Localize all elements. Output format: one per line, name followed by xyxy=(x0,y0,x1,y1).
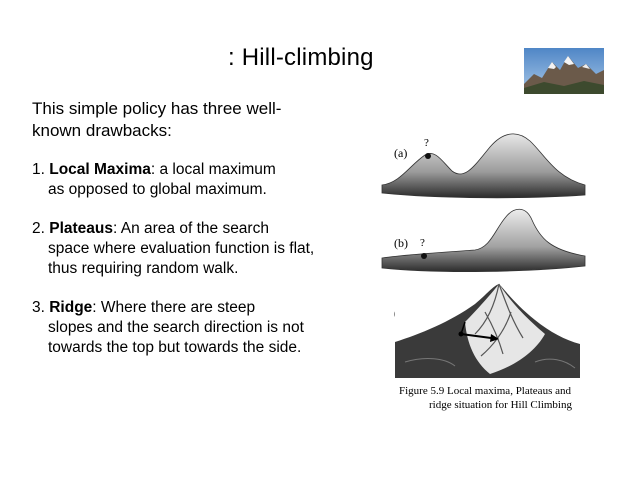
list-item-ridge xyxy=(32,298,322,358)
svg-text:?: ? xyxy=(420,237,425,249)
item-desc-cont: as opposed to global maximum. xyxy=(48,181,267,198)
local-maxima-illustration xyxy=(380,125,590,200)
plateau-illustration xyxy=(380,200,590,280)
svg-text:?: ? xyxy=(424,137,429,149)
item-number: 2. xyxy=(32,220,50,237)
item-desc: : a local maximum xyxy=(150,161,276,178)
item-number: 3. xyxy=(32,299,50,316)
item-desc: : An area of the search xyxy=(113,220,269,237)
intro-text: This simple policy has three well-known drawbacks: xyxy=(32,99,282,140)
item-desc-cont: slopes and the search direction is not towards the top but towards the side. xyxy=(48,319,304,356)
item-number: 1. xyxy=(32,161,50,178)
drawbacks-list xyxy=(32,160,322,377)
item-term: Local Maxima xyxy=(49,161,151,178)
item-term: Plateaus xyxy=(49,220,113,237)
item-desc-cont: space where evaluation function is flat, thus requiring random walk. xyxy=(48,240,315,277)
figure-caption xyxy=(399,384,599,412)
slide-title: : Hill-climbing xyxy=(228,44,374,71)
figure-label-a: (a) xyxy=(394,146,408,160)
caption-line-2: ridge situation for Hill Climbing xyxy=(429,399,572,411)
caption-line-1: Figure 5.9 Local maxima, Plateaus and xyxy=(399,385,571,397)
ridge-illustration xyxy=(395,282,580,378)
item-term: Ridge xyxy=(49,299,93,316)
item-desc: : Where there are steep xyxy=(92,299,256,316)
figure-label-b: (b) xyxy=(394,236,408,250)
mountain-thumbnail-image xyxy=(524,48,604,94)
list-item-plateaus xyxy=(32,219,322,279)
list-item-local-maxima xyxy=(32,160,322,200)
